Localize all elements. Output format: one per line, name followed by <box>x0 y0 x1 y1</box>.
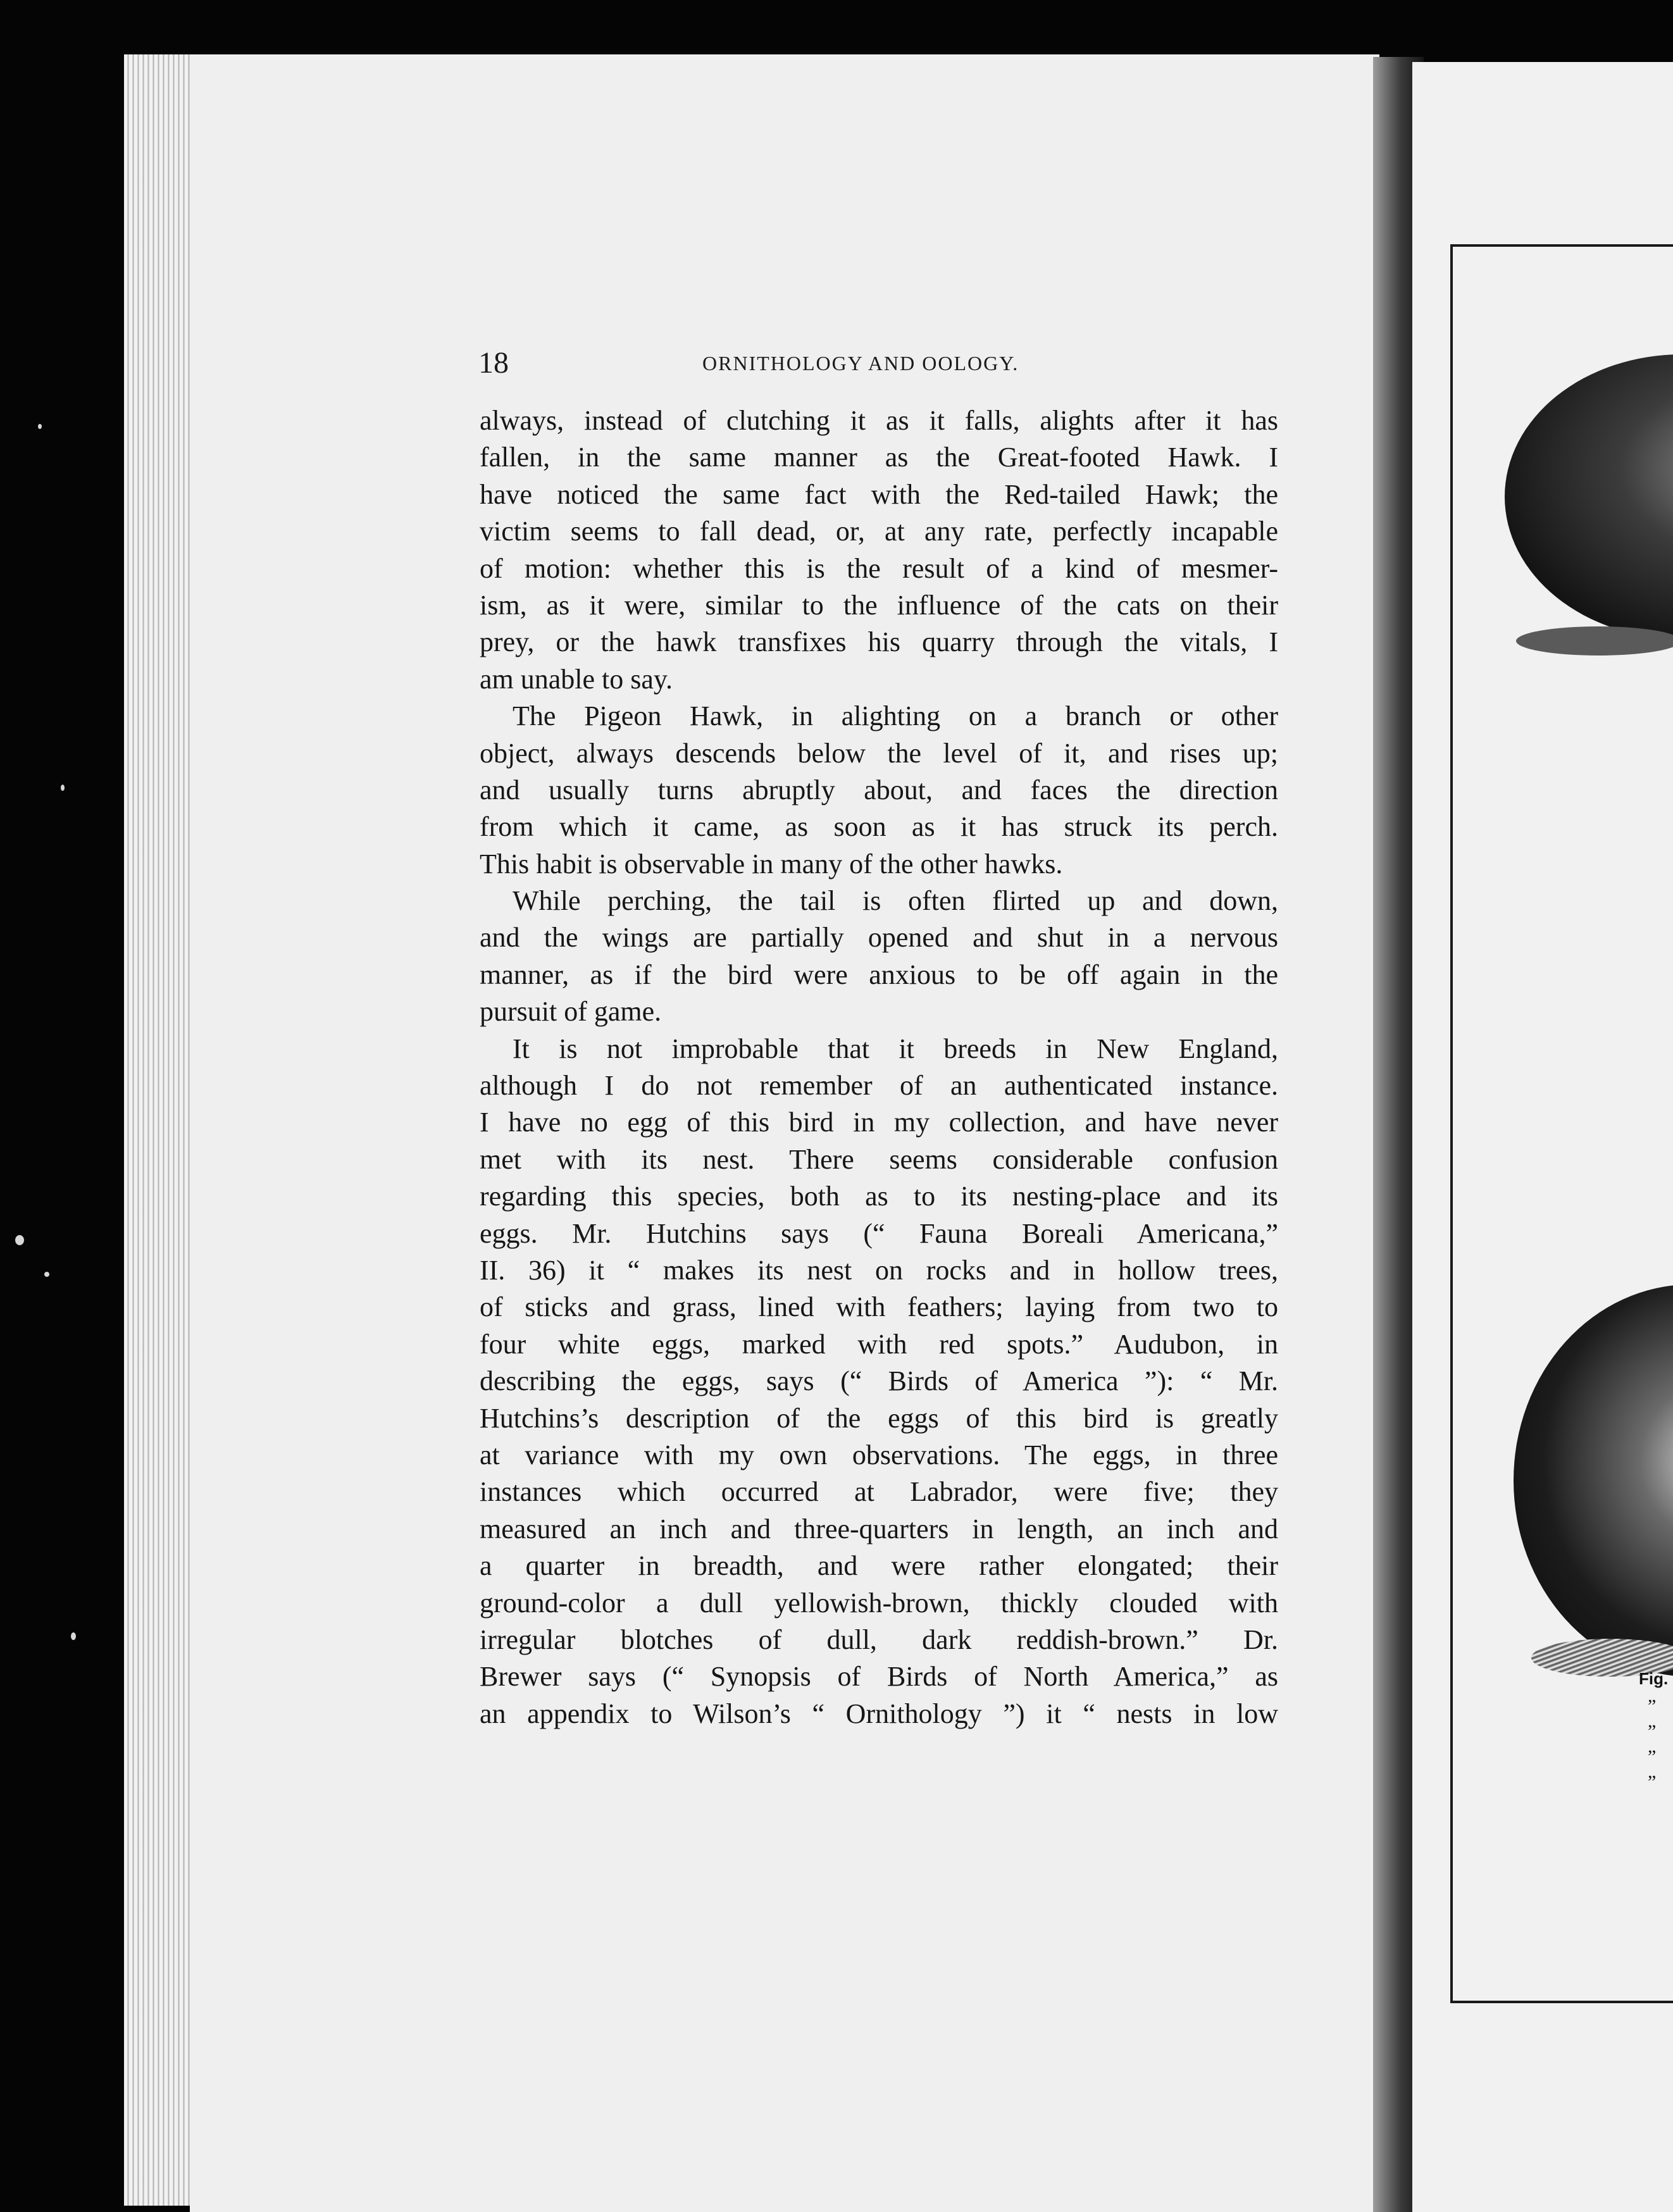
text-line: victim seems to fall dead, or, at any rate, perfectly incapable <box>480 516 1278 547</box>
ditto-mark: ” <box>1648 1746 1657 1767</box>
text-line: ism, as it were, similar to the influence of the cats on their <box>480 589 1278 621</box>
text-line: have noticed the same fact with the Red-tailed Hawk; the <box>480 478 1278 510</box>
text-line: and usually turns abruptly about, and faces the direction <box>480 774 1278 805</box>
background-speck <box>15 1235 24 1245</box>
text-line: an appendix to Wilson’s “ Ornithology ”) it “ nests in low <box>480 1698 1278 1729</box>
text-line: describing the eggs, says (“ Birds of America ”): “ Mr. <box>480 1365 1278 1397</box>
text-line: at variance with my own observations. The eggs, in three <box>480 1439 1278 1470</box>
text-line: prey, or the hawk transfixes his quarry through the vitals, I <box>480 626 1278 658</box>
background-speck <box>38 424 42 429</box>
text-line: am unable to say. <box>480 663 673 695</box>
text-line: and the wings are partially opened and shut in a nervous <box>480 922 1278 954</box>
paragraph-start: It is not improbable that it breeds in New England, <box>513 1033 1278 1064</box>
text-line: irregular blotches of dull, dark reddish-brown.” Dr. <box>480 1624 1278 1655</box>
ditto-mark: ” <box>1648 1772 1657 1793</box>
background-speck <box>61 785 65 791</box>
egg-shadow-upper <box>1516 626 1673 656</box>
text-line: of motion: whether this is the result of a kind of mesmer- <box>480 552 1278 584</box>
text-line: ground-color a dull yellowish-brown, thickly clouded with <box>480 1587 1278 1619</box>
text-line: I have no egg of this bird in my collection, and have never <box>480 1107 1278 1138</box>
figure-label: Fig. <box>1639 1669 1669 1688</box>
running-title: ORNITHOLOGY AND OOLOGY. <box>702 352 1019 375</box>
text-line: a quarter in breadth, and were rather elongated; their <box>480 1550 1278 1582</box>
text-line: pursuit of game. <box>480 996 662 1028</box>
text-line: met with its nest. There seems considerable confusion <box>480 1143 1278 1175</box>
text-line: from which it came, as soon as it has struck its perch. <box>480 811 1278 843</box>
text-line: of sticks and grass, lined with feathers; laying from two to <box>480 1291 1278 1323</box>
page-stack-edges <box>124 54 194 2206</box>
text-line: Brewer says (“ Synopsis of Birds of North America,” as <box>480 1661 1278 1693</box>
ditto-mark: ” <box>1648 1696 1657 1717</box>
background-speck <box>71 1632 76 1640</box>
text-line: This habit is observable in many of the other hawks. <box>480 848 1063 879</box>
body-text <box>480 402 1278 1732</box>
text-line: always, instead of clutching it as it falls, alights after it has <box>480 405 1278 436</box>
text-line: fallen, in the same manner as the Great-footed Hawk. I <box>480 442 1278 473</box>
text-line: eggs. Mr. Hutchins says (“ Fauna Boreali Americana,” <box>480 1217 1278 1249</box>
text-line: object, always descends below the level of it, and rises up; <box>480 737 1278 769</box>
ditto-mark: ” <box>1648 1721 1657 1742</box>
text-line: regarding this species, both as to its nesting-place and its <box>480 1181 1278 1212</box>
background-speck <box>44 1272 49 1277</box>
text-line: instances which occurred at Labrador, were five; they <box>480 1476 1278 1508</box>
text-line: Hutchins’s description of the eggs of this bird is greatly <box>480 1402 1278 1434</box>
text-line: measured an inch and three-quarters in length, an inch and <box>480 1513 1278 1544</box>
text-line: four white eggs, marked with red spots.” Audubon, in <box>480 1328 1278 1360</box>
page-number: 18 <box>478 346 509 380</box>
paragraph-start: The Pigeon Hawk, in alighting on a branch or other <box>513 700 1278 732</box>
running-head <box>478 345 1276 383</box>
text-line: II. 36) it “ makes its nest on rocks and in hollow trees, <box>480 1254 1278 1286</box>
text-line: although I do not remember of an authenticated instance. <box>480 1070 1278 1102</box>
text-line: manner, as if the bird were anxious to be off again in the <box>480 959 1278 990</box>
paragraph-start: While perching, the tail is often flirted up and down, <box>513 885 1278 917</box>
